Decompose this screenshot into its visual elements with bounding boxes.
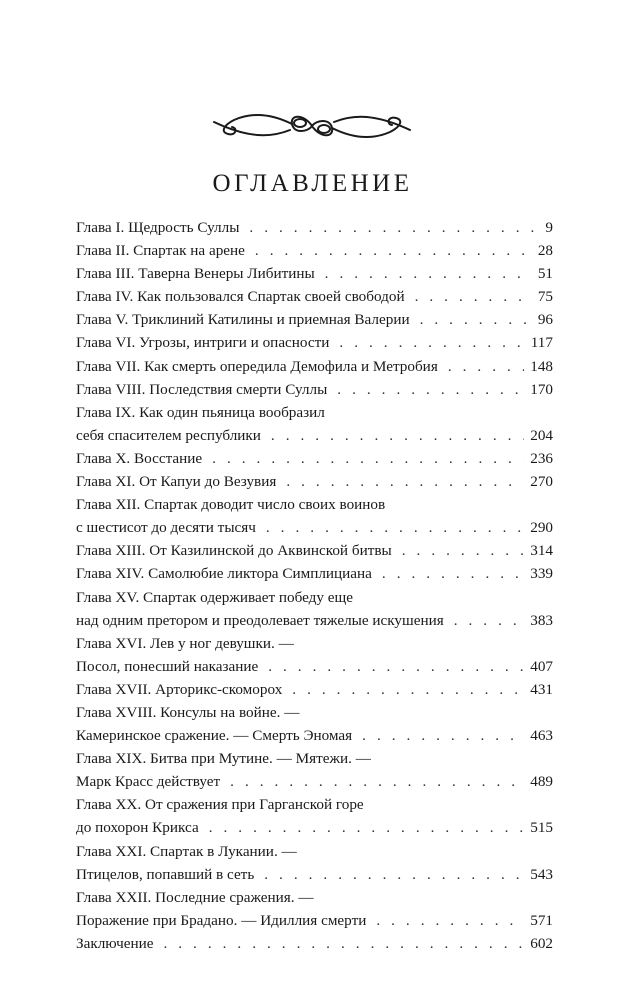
toc-line — [76, 562, 553, 585]
toc-entry-title: Глава X. Восстание — [76, 449, 203, 467]
toc-page-number: 51 — [537, 265, 553, 283]
toc-page-number: 431 — [530, 680, 553, 698]
toc-entry-title: Глава VI. Угрозы, интриги и опасности — [76, 334, 330, 352]
toc-line — [76, 470, 553, 493]
dot-leader — [163, 932, 524, 955]
toc-entry — [76, 632, 553, 678]
dot-leader — [339, 331, 524, 354]
toc-entry-title: с шестисот до десяти тысяч — [76, 519, 256, 537]
dot-leader — [362, 724, 524, 747]
toc-entry — [76, 701, 553, 747]
toc-entry — [76, 886, 553, 932]
toc-page-number: 463 — [530, 727, 553, 745]
toc-page-number: 515 — [530, 819, 553, 837]
toc-entry — [76, 447, 553, 470]
toc-page-number: 9 — [545, 219, 553, 236]
toc-line — [76, 216, 553, 239]
toc-entry — [76, 493, 553, 539]
dot-leader — [382, 562, 524, 585]
toc-entry-title: Глава XX. От сражения при Гарганской горе — [76, 796, 364, 814]
toc-page-number: 383 — [530, 611, 553, 629]
toc-line — [76, 447, 553, 470]
toc-entry-title: Заключение — [76, 934, 154, 952]
toc-entry-title: Глава XVIII. Консулы на войне. — — [76, 703, 300, 721]
toc-entry-title: себя спасителем республики — [76, 426, 261, 444]
toc-entry — [76, 586, 553, 632]
toc-line — [76, 262, 553, 285]
toc-entry-title: над одним претором и преодолевает тяжелые искушения — [76, 611, 444, 629]
toc-line — [76, 632, 553, 655]
toc-entry-title: Поражение при Брадано. — Идиллия смерти — [76, 911, 367, 929]
toc-page-number: 117 — [530, 334, 553, 352]
toc-page-number: 543 — [530, 865, 553, 883]
toc-entry — [76, 308, 553, 331]
toc-page-number: 28 — [537, 242, 553, 260]
toc-line — [76, 863, 553, 886]
toc-entry-title: Глава XIII. От Казилинской до Аквинской битвы — [76, 542, 392, 560]
toc-entry — [76, 239, 553, 262]
toc-entry-title: Глава XIV. Самолюбие ликтора Симплициана — [76, 565, 372, 583]
toc-entry-title: Глава XIX. Битва при Мутине. — Мятежи. — — [76, 750, 371, 768]
toc-entry-title: Птицелов, попавший в сеть — [76, 865, 255, 883]
table-of-contents — [76, 216, 553, 955]
ornament-flourish-icon — [212, 108, 412, 144]
toc-line — [76, 355, 553, 378]
toc-page-number: 571 — [530, 911, 553, 929]
dot-leader — [255, 239, 532, 262]
toc-line — [76, 586, 553, 609]
dot-leader — [415, 285, 532, 308]
toc-entry-title: Глава VIII. Последствия смерти Суллы — [76, 380, 328, 398]
toc-entry — [76, 470, 553, 493]
toc-entry-title: Глава XXII. Последние сражения. — — [76, 888, 314, 906]
dot-leader — [212, 447, 524, 470]
toc-entry — [76, 932, 553, 955]
dot-leader — [337, 378, 524, 401]
toc-line — [76, 655, 553, 678]
dot-leader — [292, 678, 524, 701]
toc-entry-title: Глава XVI. Лев у ног девушки. — — [76, 634, 294, 652]
dot-leader — [264, 863, 524, 886]
dot-leader — [268, 655, 524, 678]
toc-line — [76, 678, 553, 701]
toc-entry-title: Глава XV. Спартак одерживает победу еще — [76, 588, 353, 606]
toc-entry — [76, 401, 553, 447]
toc-entry — [76, 355, 553, 378]
dot-leader — [448, 355, 524, 378]
toc-line — [76, 747, 553, 770]
toc-entry — [76, 539, 553, 562]
toc-line — [76, 609, 553, 632]
toc-page-number: 270 — [530, 473, 553, 491]
toc-entry-title: до похорон Крикса — [76, 819, 199, 837]
toc-entry — [76, 678, 553, 701]
toc-line — [76, 516, 553, 539]
toc-line — [76, 401, 553, 424]
toc-entry-title: Глава XVII. Арторикс-скоморох — [76, 680, 283, 698]
toc-entry — [76, 331, 553, 354]
dot-leader — [271, 424, 524, 447]
toc-entry-title: Марк Красс действует — [76, 773, 221, 791]
toc-page-number: 236 — [530, 449, 553, 467]
toc-page-number: 339 — [530, 565, 553, 583]
toc-entry-title: Глава V. Триклиний Катилины и приемная Валерии — [76, 311, 410, 329]
toc-line — [76, 724, 553, 747]
dot-leader — [325, 262, 532, 285]
toc-page-number: 96 — [537, 311, 553, 329]
dot-leader — [249, 216, 539, 239]
dot-leader — [420, 308, 532, 331]
toc-line — [76, 493, 553, 516]
toc-entry-title: Глава III. Таверна Венеры Либитины — [76, 265, 315, 283]
toc-entry — [76, 840, 553, 886]
dot-leader — [402, 539, 524, 562]
toc-page-number: 148 — [530, 357, 553, 375]
dot-leader — [266, 516, 524, 539]
dot-leader — [230, 770, 524, 793]
toc-page-number: 290 — [530, 519, 553, 537]
toc-entry-title: Глава I. Щедрость Суллы — [76, 219, 240, 236]
toc-entry-title: Глава VII. Как смерть опередила Демофила и Метробия — [76, 357, 438, 375]
toc-line — [76, 285, 553, 308]
toc-page-number: 407 — [530, 657, 553, 675]
dot-leader — [286, 470, 524, 493]
toc-line — [76, 793, 553, 816]
toc-line — [76, 539, 553, 562]
toc-page-number: 170 — [530, 380, 553, 398]
toc-entry — [76, 216, 553, 239]
toc-entry-title: Глава IX. Как один пьяница вообразил — [76, 403, 325, 421]
page-title: ОГЛАВЛЕНИЕ — [212, 170, 413, 197]
toc-line — [76, 932, 553, 955]
toc-entry-title: Глава XXI. Спартак в Лукании. — — [76, 842, 297, 860]
toc-line — [76, 816, 553, 839]
toc-line — [76, 308, 553, 331]
toc-entry — [76, 285, 553, 308]
toc-page-number: 489 — [530, 773, 553, 791]
toc-entry-title: Глава XII. Спартак доводит число своих воинов — [76, 496, 386, 514]
toc-line — [76, 840, 553, 863]
toc-entry — [76, 747, 553, 793]
toc-entry-title: Глава XI. От Капуи до Везувия — [76, 473, 277, 491]
toc-entry — [76, 793, 553, 839]
toc-entry-title: Глава IV. Как пользовался Спартак своей свободой — [76, 288, 405, 306]
toc-page-number: 75 — [537, 288, 553, 306]
dot-leader — [454, 609, 525, 632]
toc-entry — [76, 378, 553, 401]
dot-leader — [209, 816, 525, 839]
toc-line — [76, 331, 553, 354]
toc-line — [76, 770, 553, 793]
toc-entry-title: Посол, понесший наказание — [76, 657, 259, 675]
toc-line — [76, 701, 553, 724]
toc-entry — [76, 262, 553, 285]
toc-entry-title: Глава II. Спартак на арене — [76, 242, 245, 260]
toc-page-number: 602 — [530, 934, 553, 952]
toc-entry — [76, 562, 553, 585]
toc-page-number: 204 — [530, 426, 553, 444]
toc-line — [76, 424, 553, 447]
toc-line — [76, 909, 553, 932]
toc-entry-title: Камеринское сражение. — Смерть Эномая — [76, 727, 353, 745]
toc-line — [76, 886, 553, 909]
dot-leader — [376, 909, 524, 932]
toc-line — [76, 239, 553, 262]
toc-page-number: 314 — [530, 542, 553, 560]
toc-line — [76, 378, 553, 401]
